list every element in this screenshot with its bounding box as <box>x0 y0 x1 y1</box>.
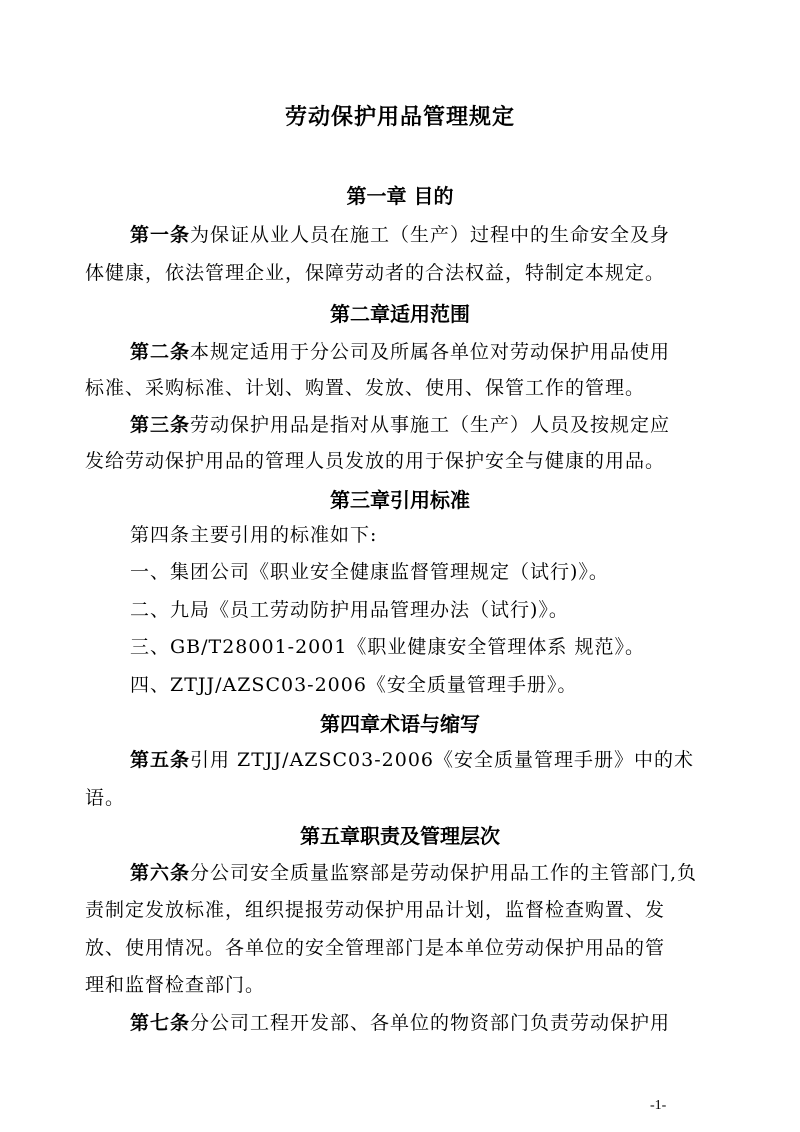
chapter-3-heading: 第三章引用标准 <box>330 488 470 512</box>
article-1-line-2: 体健康，依法管理企业，保障劳动者的合法权益，特制定本规定。 <box>85 262 666 284</box>
document-title: 劳动保护用品管理规定 <box>284 105 515 130</box>
article-5-line-2: 语。 <box>85 787 126 809</box>
chapter-1-heading: 第一章 目的 <box>346 184 454 208</box>
article-2-label: 第二条 <box>130 341 191 363</box>
article-6-label: 第六条 <box>130 862 191 884</box>
reference-2: 二、九局《员工劳动防护用品管理办法（试行)》。 <box>130 599 569 621</box>
article-3-line-2: 发给劳动保护用品的管理人员发放的用于保护安全与健康的用品。 <box>85 450 666 472</box>
article-5-label: 第五条 <box>130 749 191 771</box>
chapter-4-heading: 第四章术语与缩写 <box>320 712 480 736</box>
page-number: -1- <box>650 1098 667 1113</box>
article-6-line-2: 责制定发放标准，组织提报劳动保护用品计划，监督检查购置、发 <box>85 899 666 921</box>
article-1-line-1: 第一条为保证从业人员在施工（生产）过程中的生命安全及身 <box>130 224 671 246</box>
article-7-line-1: 第七条分公司工程开发部、各单位的物资部门负责劳动保护用 <box>130 1012 671 1034</box>
article-5-line-1: 第五条引用 ZTJJ/AZSC03-2006《安全质量管理手册》中的术 <box>130 749 694 771</box>
article-2-line-1: 第二条本规定适用于分公司及所属各单位对劳动保护用品使用 <box>130 341 671 363</box>
article-7-label: 第七条 <box>130 1012 191 1034</box>
article-3-label: 第三条 <box>130 414 191 436</box>
article-4-line-1: 第四条主要引用的标准如下: <box>130 524 378 546</box>
chapter-5-heading: 第五章职责及管理层次 <box>300 824 500 848</box>
article-3-line-1: 第三条劳动保护用品是指对从事施工（生产）人员及按规定应 <box>130 414 671 436</box>
reference-3: 三、GB/T28001-2001《职业健康安全管理体系 规范》。 <box>130 636 645 658</box>
article-1-label: 第一条 <box>130 224 191 246</box>
article-6-line-4: 理和监督检查部门。 <box>85 974 266 996</box>
chapter-2-heading: 第二章适用范围 <box>330 302 470 326</box>
article-2-line-2: 标准、采购标准、计划、购置、发放、使用、保管工作的管理。 <box>85 377 646 399</box>
article-6-line-3: 放、使用情况。各单位的安全管理部门是本单位劳动保护用品的管 <box>85 937 666 959</box>
reference-1: 一、集团公司《职业安全健康监督管理规定（试行)》。 <box>130 561 609 583</box>
reference-4: 四、ZTJJ/AZSC03-2006《安全质量管理手册》。 <box>130 674 578 696</box>
article-6-line-1: 第六条分公司安全质量监察部是劳动保护用品工作的主管部门,负 <box>130 862 698 884</box>
article-4-label: 第四条 <box>130 524 191 546</box>
